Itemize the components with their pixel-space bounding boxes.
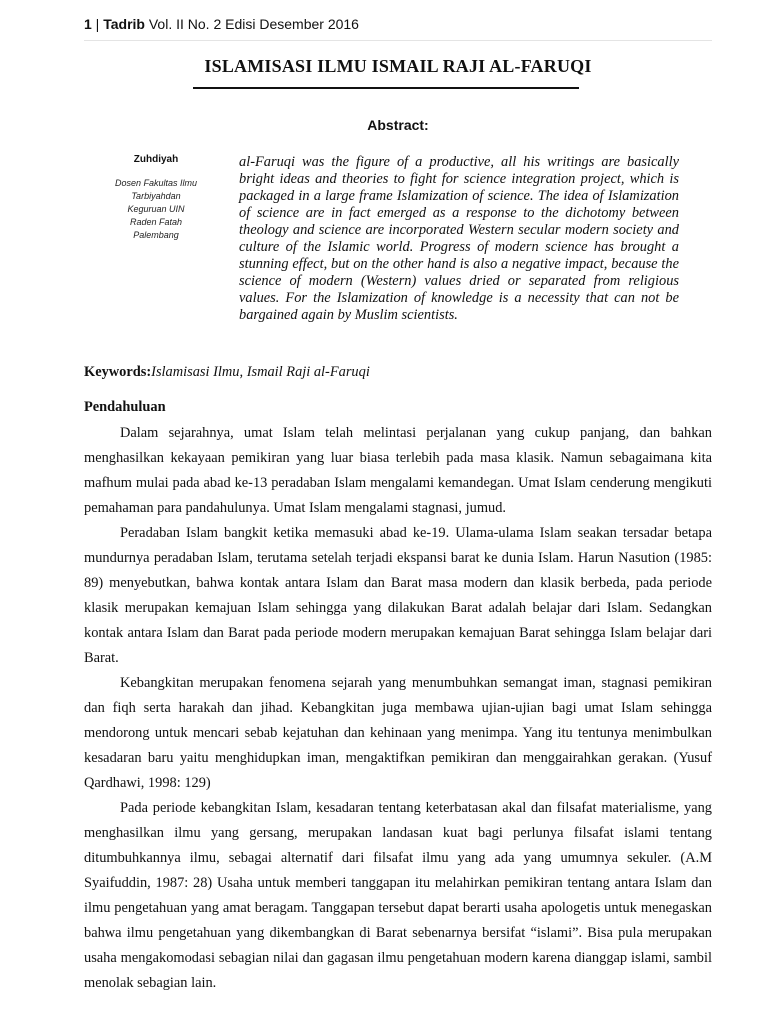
author-affiliation-line: Keguruan UIN (127, 204, 185, 214)
journal-name: Tadrib (103, 16, 145, 32)
abstract-heading: Abstract: (367, 117, 429, 133)
author-affiliation-line: Palembang (133, 230, 179, 240)
author-name: Zuhdiyah (133, 154, 179, 165)
keywords-value: Islamisasi Ilmu, Ismail Raji al-Faruqi (151, 364, 370, 380)
body-paragraph: Pada periode kebangkitan Islam, kesadaran tentang keterbatasan akal dan filsafat materialisme, yang menghasilkan ilmu yang gersang, merupakan landasan kuat bagi perlunya filsafat islami tentang ditumbuhkannya ilmu, sebagai alternatif dari filsafat ilmu yang ada yang umumnya sekuler. (A.M Syaifuddin, 1987: 28) Usaha untuk memberi tanggapan itu melahirkan pemikiran tentang antara Islam dan ilmu pengetahuan yang amat beragam. Tanggapan tersebut dapat berarti usaha apologetis untuk menegaskan bahwa ilmu pengetahuan yang dikembangkan di Barat sebenarnya bersifat “islami”. Bisa pula merupakan usaha mengakomodasi sebagian nilai dan gagasan ilmu pengetahuan modern karena dianggap islami, sambil menolak sebagian lain. (84, 800, 712, 991)
page-number: 1 (84, 16, 92, 32)
article-title: ISLAMISASI ILMU ISMAIL RAJI AL-FARUQI (204, 56, 592, 76)
running-header (84, 16, 684, 32)
header-divider (84, 40, 712, 41)
keywords-label: Keywords: (84, 364, 152, 380)
section-body (84, 421, 712, 996)
title-underline (193, 87, 579, 89)
section-heading: Pendahuluan (84, 399, 166, 415)
author-block (98, 154, 214, 242)
author-affiliation-line: Raden Fatah (129, 217, 183, 227)
body-paragraph: Kebangkitan merupakan fenomena sejarah yang menumbuhkan semangat iman, stagnasi pemikiran dan fiqh serta harakah dan jihad. Kebangkitan juga membawa ujian-ujian bagi umat Islam sehingga mendorong untuk mencari sebab kejatuhan dan kehinaan yang menimpa. Yang itu tentunya menimbulkan kesadaran baru yaitu menghidupkan iman, mengaktifkan pemikiran dan menggairahkan gerakan. (Yusuf Qardhawi, 1998: 129) (84, 675, 712, 791)
author-affiliation-line: Tarbiyahdan (131, 191, 181, 201)
issue-info: Vol. II No. 2 Edisi Desember 2016 (144, 16, 359, 32)
keywords (84, 364, 370, 381)
body-paragraph: Peradaban Islam bangkit ketika memasuki abad ke-19. Ulama-ulama Islam seakan tersadar betapa mundurnya peradaban Islam, terutama setelah terjadi ekspansi barat ke dunia Islam. Harun Nasution (1985: 89) menyebutkan, bahwa kontak antara Islam dan Barat masa modern dan klasik berbeda, pada periode klasik merupakan kemajuan Islam sehingga yang dilakukan Barat adalah belajar dari Islam. Sedangkan kontak antara Islam dan Barat pada periode modern merupakan kemajuan Barat sehingga Islam belajar dari Barat. (84, 525, 712, 666)
body-paragraph: Dalam sejarahnya, umat Islam telah melintasi perjalanan yang cukup panjang, dan bahkan menghasilkan kekayaan pemikiran yang luar biasa terlebih pada masa klasik. Namun sebagaimana kita mafhum mulai pada abad ke-13 peradaban Islam mengalami kemandegan. Umat Islam cenderung mengikuti pemahaman para pandahulunya. Umat Islam mengalami stagnasi, jumud. (84, 425, 712, 516)
abstract-text: al-Faruqi was the figure of a productive, all his writings are basically bright ideas and theories to fight for science integration project, which is packaged in a large frame Islamization of science. The idea of Islamization of science are in fact emerged as a response to the dichotomy between theology and science are incorporated Western secular modern society and culture of the Islamic world. Progress of modern science has brought a stunning effect, but on the other hand is also a negative impact, because the science of modern (Western) values dried or separated from religious values. For the Islamization of knowledge is a necessity that can not be bargained again by Muslim scientists. (239, 154, 679, 323)
header-separator: | (91, 16, 104, 32)
author-affiliation-line: Dosen Fakultas Ilmu (114, 178, 198, 188)
